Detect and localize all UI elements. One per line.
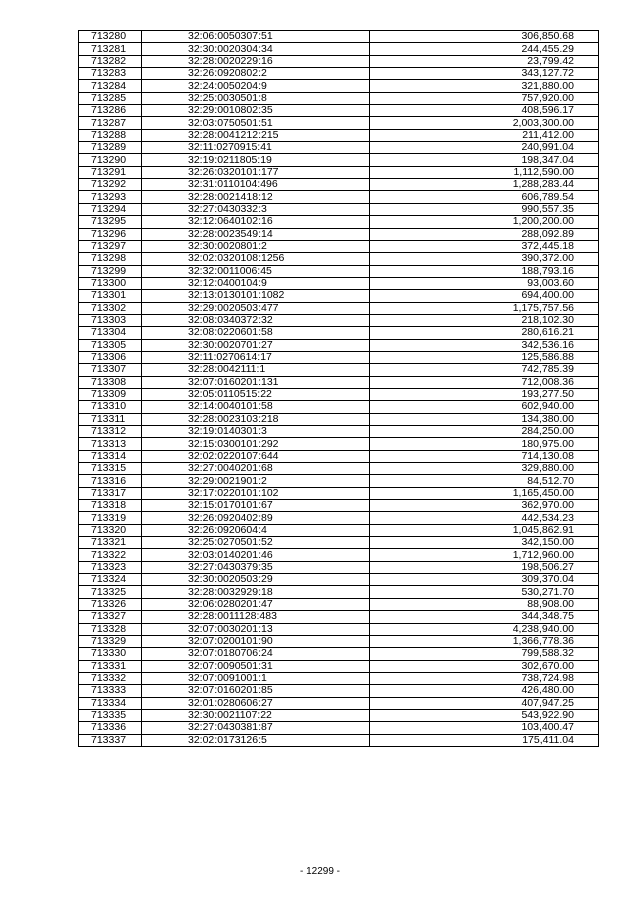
cadastral-number-cell: 32:27:0430332:3: [142, 203, 370, 215]
table-row: [79, 216, 599, 228]
amount-cell: 2,003,300.00: [370, 117, 599, 129]
table-row: [79, 487, 599, 499]
record-number-cell: 713296: [79, 228, 142, 240]
cadastral-number-cell: 32:17:0220101:102: [142, 487, 370, 499]
cadastral-number-cell: 32:07:0160201:131: [142, 376, 370, 388]
record-number-cell: 713318: [79, 500, 142, 512]
cadastral-number-cell: 32:24:0050204:9: [142, 80, 370, 92]
record-number-cell: 713330: [79, 648, 142, 660]
cadastral-number-cell: 32:06:0050307:51: [142, 31, 370, 43]
table-row: [79, 339, 599, 351]
amount-cell: 288,092.89: [370, 228, 599, 240]
table-row: [79, 660, 599, 672]
amount-cell: 1,366,778.36: [370, 635, 599, 647]
amount-cell: 84,512.70: [370, 475, 599, 487]
table-row: [79, 203, 599, 215]
amount-cell: 284,250.00: [370, 426, 599, 438]
record-number-cell: 713305: [79, 339, 142, 351]
cadastral-number-cell: 32:06:0280201:47: [142, 598, 370, 610]
cadastral-number-cell: 32:29:0010802:35: [142, 105, 370, 117]
amount-cell: 134,380.00: [370, 413, 599, 425]
amount-cell: 1,175,757.56: [370, 302, 599, 314]
record-number-cell: 713288: [79, 129, 142, 141]
record-number-cell: 713289: [79, 142, 142, 154]
amount-cell: 757,920.00: [370, 92, 599, 104]
record-number-cell: 713307: [79, 364, 142, 376]
record-number-cell: 713293: [79, 191, 142, 203]
table-row: [79, 524, 599, 536]
table-row: [79, 166, 599, 178]
record-number-cell: 713282: [79, 55, 142, 67]
table-row: [79, 351, 599, 363]
amount-cell: 742,785.39: [370, 364, 599, 376]
record-number-cell: 713280: [79, 31, 142, 43]
record-number-cell: 713327: [79, 611, 142, 623]
amount-cell: 694,400.00: [370, 290, 599, 302]
table-row: [79, 154, 599, 166]
table-row: [79, 450, 599, 462]
amount-cell: 1,165,450.00: [370, 487, 599, 499]
record-number-cell: 713325: [79, 586, 142, 598]
record-number-cell: 713336: [79, 722, 142, 734]
cadastral-number-cell: 32:11:0270614:17: [142, 351, 370, 363]
record-number-cell: 713284: [79, 80, 142, 92]
cadastral-number-cell: 32:31:0110104:496: [142, 179, 370, 191]
cadastral-number-cell: 32:02:0220107:644: [142, 450, 370, 462]
table-row: [79, 68, 599, 80]
record-number-cell: 713316: [79, 475, 142, 487]
record-number-cell: 713283: [79, 68, 142, 80]
amount-cell: 530,271.70: [370, 586, 599, 598]
table-row: [79, 105, 599, 117]
table-row: [79, 549, 599, 561]
record-number-cell: 713294: [79, 203, 142, 215]
cadastral-number-cell: 32:25:0030501:8: [142, 92, 370, 104]
cadastral-number-cell: 32:28:0023103:218: [142, 413, 370, 425]
record-number-cell: 713322: [79, 549, 142, 561]
cadastral-number-cell: 32:28:0021418:12: [142, 191, 370, 203]
cadastral-number-cell: 32:30:0021107:22: [142, 709, 370, 721]
table-row: [79, 512, 599, 524]
amount-cell: 342,536.16: [370, 339, 599, 351]
cadastral-number-cell: 32:15:0170101:67: [142, 500, 370, 512]
amount-cell: 408,596.17: [370, 105, 599, 117]
record-number-cell: 713311: [79, 413, 142, 425]
record-number-cell: 713326: [79, 598, 142, 610]
amount-cell: 362,970.00: [370, 500, 599, 512]
record-number-cell: 713329: [79, 635, 142, 647]
table-row: [79, 92, 599, 104]
amount-cell: 1,112,590.00: [370, 166, 599, 178]
table-row: [79, 191, 599, 203]
cadastral-number-cell: 32:07:0090501:31: [142, 660, 370, 672]
cadastral-number-cell: 32:07:0200101:90: [142, 635, 370, 647]
cadastral-number-cell: 32:26:0920402:89: [142, 512, 370, 524]
record-number-cell: 713319: [79, 512, 142, 524]
table-row: [79, 376, 599, 388]
table-row: [79, 574, 599, 586]
amount-cell: 280,616.21: [370, 327, 599, 339]
record-number-cell: 713292: [79, 179, 142, 191]
table-row: [79, 388, 599, 400]
cadastral-number-cell: 32:08:0340372:32: [142, 314, 370, 326]
record-number-cell: 713337: [79, 734, 142, 746]
record-number-cell: 713314: [79, 450, 142, 462]
table-row: [79, 734, 599, 746]
table-row: [79, 475, 599, 487]
cadastral-number-cell: 32:32:0011006:45: [142, 265, 370, 277]
cadastral-number-cell: 32:07:0160201:85: [142, 685, 370, 697]
amount-cell: 193,277.50: [370, 388, 599, 400]
table-row: [79, 117, 599, 129]
record-number-cell: 713328: [79, 623, 142, 635]
amount-cell: 23,799.42: [370, 55, 599, 67]
table-row: [79, 129, 599, 141]
table-row: [79, 179, 599, 191]
table-row: [79, 413, 599, 425]
amount-cell: 329,880.00: [370, 463, 599, 475]
table-row: [79, 438, 599, 450]
table-row: [79, 611, 599, 623]
amount-cell: 390,372.00: [370, 253, 599, 265]
amount-cell: 125,586.88: [370, 351, 599, 363]
amount-cell: 103,400.47: [370, 722, 599, 734]
record-number-cell: 713315: [79, 463, 142, 475]
table-row: [79, 635, 599, 647]
cadastral-number-cell: 32:15:0300101:292: [142, 438, 370, 450]
amount-cell: 543,922.90: [370, 709, 599, 721]
table-row: [79, 648, 599, 660]
amount-cell: 602,940.00: [370, 401, 599, 413]
cadastral-number-cell: 32:29:0020503:477: [142, 302, 370, 314]
record-number-cell: 713308: [79, 376, 142, 388]
amount-cell: 198,506.27: [370, 561, 599, 573]
cadastral-number-cell: 32:03:0140201:46: [142, 549, 370, 561]
cadastral-number-cell: 32:07:0091001:1: [142, 672, 370, 684]
amount-cell: 990,557.35: [370, 203, 599, 215]
amount-cell: 211,412.00: [370, 129, 599, 141]
table-row: [79, 685, 599, 697]
amount-cell: 799,588.32: [370, 648, 599, 660]
amount-cell: 344,348.75: [370, 611, 599, 623]
amount-cell: 180,975.00: [370, 438, 599, 450]
cadastral-number-cell: 32:28:0041212:215: [142, 129, 370, 141]
table-row: [79, 327, 599, 339]
amount-cell: 606,789.54: [370, 191, 599, 203]
record-number-cell: 713306: [79, 351, 142, 363]
cadastral-number-cell: 32:01:0280606:27: [142, 697, 370, 709]
table-row: [79, 31, 599, 43]
table-row: [79, 277, 599, 289]
cadastral-number-cell: 32:12:0640102:16: [142, 216, 370, 228]
table-row: [79, 314, 599, 326]
table-row: [79, 697, 599, 709]
record-number-cell: 713334: [79, 697, 142, 709]
record-number-cell: 713299: [79, 265, 142, 277]
amount-cell: 442,534.23: [370, 512, 599, 524]
table-row: [79, 709, 599, 721]
amount-cell: 342,150.00: [370, 537, 599, 549]
amount-cell: 88,908.00: [370, 598, 599, 610]
cadastral-number-cell: 32:28:0020229:16: [142, 55, 370, 67]
record-number-cell: 713290: [79, 154, 142, 166]
cadastral-number-cell: 32:08:0220601:58: [142, 327, 370, 339]
amount-cell: 426,480.00: [370, 685, 599, 697]
amount-cell: 198,347.04: [370, 154, 599, 166]
cadastral-number-cell: 32:30:0020304:34: [142, 43, 370, 55]
record-number-cell: 713298: [79, 253, 142, 265]
cadastral-number-cell: 32:07:0030201:13: [142, 623, 370, 635]
table-row: [79, 561, 599, 573]
record-number-cell: 713309: [79, 388, 142, 400]
amount-cell: 407,947.25: [370, 697, 599, 709]
amount-cell: 218,102.30: [370, 314, 599, 326]
cadastral-number-cell: 32:12:0400104:9: [142, 277, 370, 289]
table-row: [79, 623, 599, 635]
record-number-cell: 713303: [79, 314, 142, 326]
cadastral-number-cell: 32:26:0320101:177: [142, 166, 370, 178]
record-number-cell: 713324: [79, 574, 142, 586]
amount-cell: 712,008.36: [370, 376, 599, 388]
table-row: [79, 364, 599, 376]
record-number-cell: 713317: [79, 487, 142, 499]
amount-cell: 1,712,960.00: [370, 549, 599, 561]
record-number-cell: 713281: [79, 43, 142, 55]
cadastral-number-cell: 32:02:0173126:5: [142, 734, 370, 746]
cadastral-number-cell: 32:07:0180706:24: [142, 648, 370, 660]
record-number-cell: 713310: [79, 401, 142, 413]
table-row: [79, 401, 599, 413]
table-row: [79, 722, 599, 734]
cadastral-number-cell: 32:28:0042111:1: [142, 364, 370, 376]
cadastral-number-cell: 32:28:0011128:483: [142, 611, 370, 623]
table-row: [79, 537, 599, 549]
cadastral-number-cell: 32:30:0020801:2: [142, 240, 370, 252]
amount-cell: 738,724.98: [370, 672, 599, 684]
cadastral-number-cell: 32:25:0270501:52: [142, 537, 370, 549]
cadastral-number-cell: 32:28:0032929:18: [142, 586, 370, 598]
record-number-cell: 713312: [79, 426, 142, 438]
cadastral-number-cell: 32:27:0430379:35: [142, 561, 370, 573]
record-number-cell: 713300: [79, 277, 142, 289]
cadastral-number-cell: 32:26:0920604:4: [142, 524, 370, 536]
cadastral-number-cell: 32:27:0430381:87: [142, 722, 370, 734]
record-number-cell: 713286: [79, 105, 142, 117]
cadastral-number-cell: 32:13:0130101:1082: [142, 290, 370, 302]
record-number-cell: 713302: [79, 302, 142, 314]
amount-cell: 714,130.08: [370, 450, 599, 462]
record-number-cell: 713285: [79, 92, 142, 104]
records-table-body: [79, 31, 599, 747]
cadastral-number-cell: 32:28:0023549:14: [142, 228, 370, 240]
cadastral-number-cell: 32:05:0110515:22: [142, 388, 370, 400]
amount-cell: 1,200,200.00: [370, 216, 599, 228]
amount-cell: 372,445.18: [370, 240, 599, 252]
table-row: [79, 43, 599, 55]
record-number-cell: 713323: [79, 561, 142, 573]
table-row: [79, 265, 599, 277]
amount-cell: 240,991.04: [370, 142, 599, 154]
amount-cell: 302,670.00: [370, 660, 599, 672]
record-number-cell: 713335: [79, 709, 142, 721]
record-number-cell: 713321: [79, 537, 142, 549]
cadastral-number-cell: 32:30:0020701:27: [142, 339, 370, 351]
amount-cell: 175,411.04: [370, 734, 599, 746]
records-table: [78, 30, 599, 747]
table-row: [79, 290, 599, 302]
record-number-cell: 713333: [79, 685, 142, 697]
record-number-cell: 713295: [79, 216, 142, 228]
table-row: [79, 240, 599, 252]
cadastral-number-cell: 32:29:0021901:2: [142, 475, 370, 487]
record-number-cell: 713331: [79, 660, 142, 672]
table-row: [79, 426, 599, 438]
amount-cell: 343,127.72: [370, 68, 599, 80]
amount-cell: 244,455.29: [370, 43, 599, 55]
record-number-cell: 713291: [79, 166, 142, 178]
amount-cell: 1,045,862.91: [370, 524, 599, 536]
amount-cell: 1,288,283.44: [370, 179, 599, 191]
cadastral-number-cell: 32:02:0320108:1256: [142, 253, 370, 265]
record-number-cell: 713297: [79, 240, 142, 252]
amount-cell: 306,850.68: [370, 31, 599, 43]
cadastral-number-cell: 32:30:0020503:29: [142, 574, 370, 586]
amount-cell: 4,238,940.00: [370, 623, 599, 635]
amount-cell: 188,793.16: [370, 265, 599, 277]
cadastral-number-cell: 32:03:0750501:51: [142, 117, 370, 129]
table-row: [79, 672, 599, 684]
amount-cell: 93,003.60: [370, 277, 599, 289]
amount-cell: 309,370.04: [370, 574, 599, 586]
record-number-cell: 713332: [79, 672, 142, 684]
record-number-cell: 713287: [79, 117, 142, 129]
cadastral-number-cell: 32:26:0920802:2: [142, 68, 370, 80]
table-row: [79, 80, 599, 92]
cadastral-number-cell: 32:11:0270915:41: [142, 142, 370, 154]
cadastral-number-cell: 32:19:0140301:3: [142, 426, 370, 438]
table-row: [79, 302, 599, 314]
record-number-cell: 713313: [79, 438, 142, 450]
table-row: [79, 228, 599, 240]
table-row: [79, 463, 599, 475]
record-number-cell: 713301: [79, 290, 142, 302]
cadastral-number-cell: 32:14:0040101:58: [142, 401, 370, 413]
record-number-cell: 713304: [79, 327, 142, 339]
table-row: [79, 586, 599, 598]
table-row: [79, 500, 599, 512]
page-number: - 12299 -: [299, 866, 341, 877]
cadastral-number-cell: 32:27:0040201:68: [142, 463, 370, 475]
table-row: [79, 55, 599, 67]
table-row: [79, 598, 599, 610]
table-row: [79, 142, 599, 154]
cadastral-number-cell: 32:19:0211805:19: [142, 154, 370, 166]
table-row: [79, 253, 599, 265]
record-number-cell: 713320: [79, 524, 142, 536]
amount-cell: 321,880.00: [370, 80, 599, 92]
